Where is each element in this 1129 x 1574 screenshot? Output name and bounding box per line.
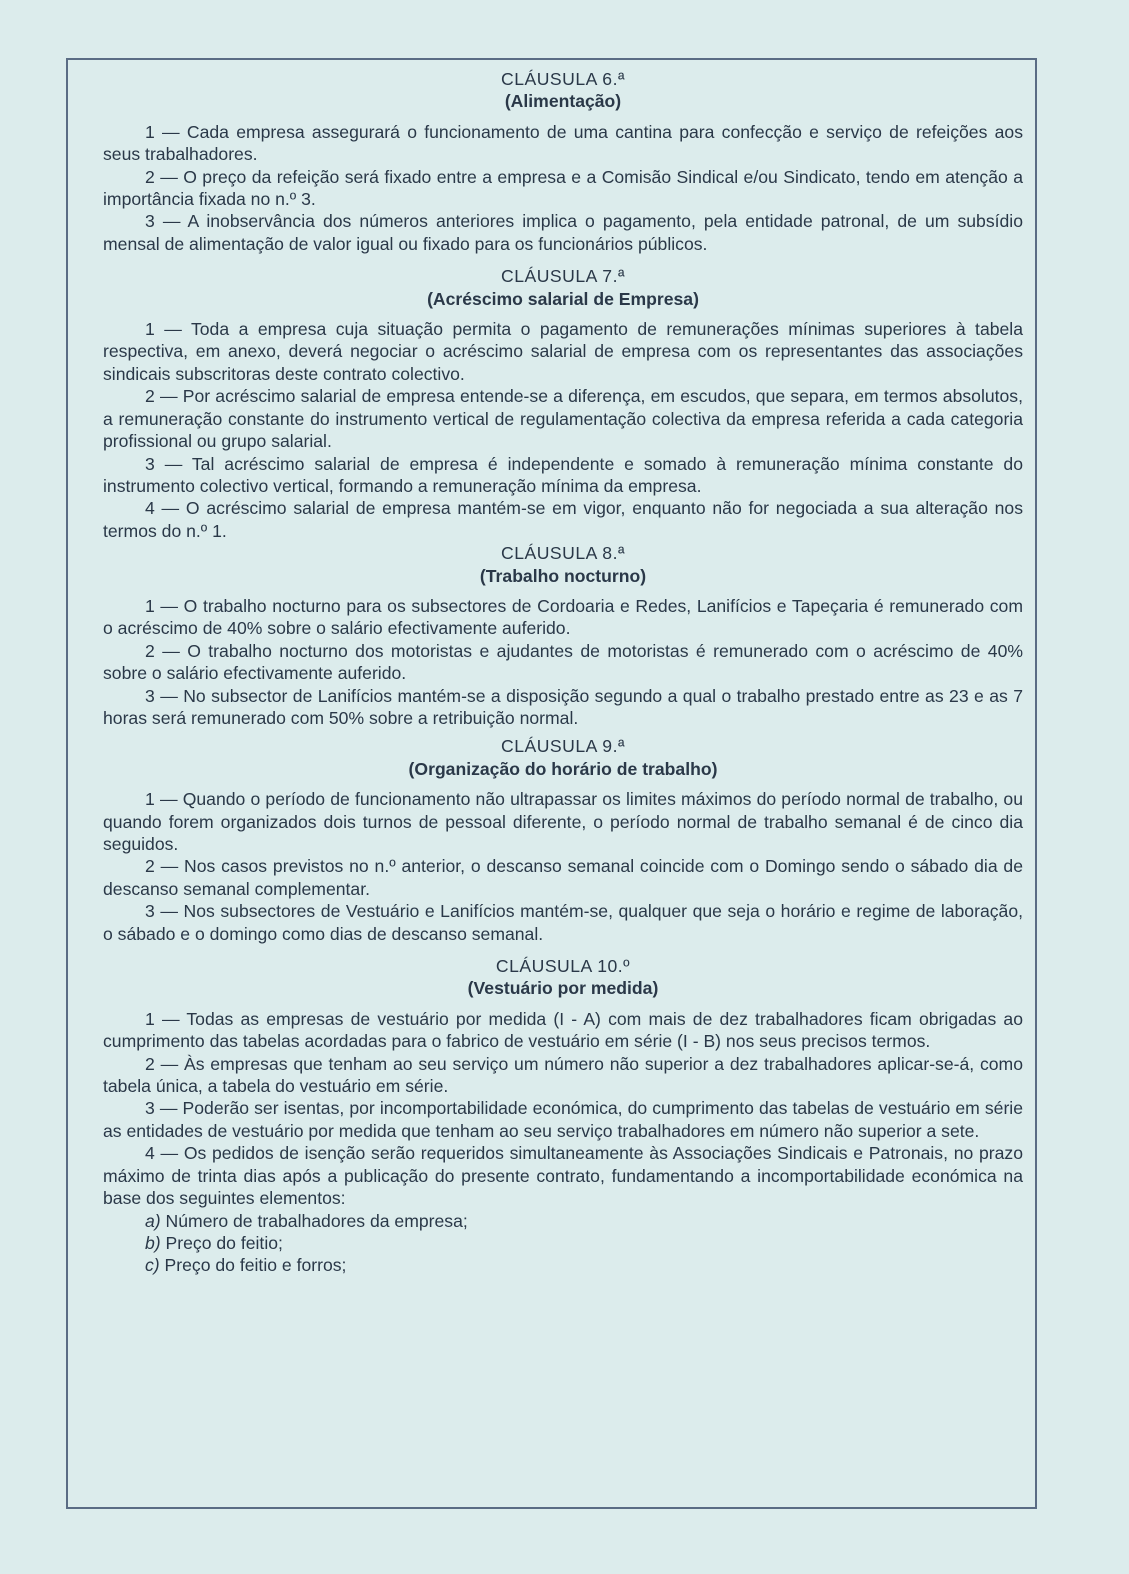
paragraph: 2 — O preço da refeição será fixado entre a empresa e a Comisão Sindical e/ou Sindicato, tendo em atenção a importância fixada no n.º 3. [103, 166, 1023, 210]
clause-title: CLÁUSULA 6.ª [501, 69, 625, 89]
clause-subtitle: (Vestuário por medida) [467, 978, 659, 999]
paragraph: 1 — Todas as empresas de vestuário por medida (I - A) com mais de dez trabalhadores ficam obrigadas ao cumprimento das tabelas acordadas para o fabrico de vestuário em série (I - B) nos seus precisos termos. [103, 1008, 1023, 1052]
list-item-letter: c) [145, 1255, 160, 1276]
paragraph: 2 — O trabalho nocturno dos motoristas e ajudantes de motoristas é remunerado com o acréscimo de 40% sobre o salário efectivamente auferido. [103, 640, 1023, 684]
list-item-text: Preço do feitio; [165, 1232, 283, 1253]
clause-subtitle: (Trabalho nocturno) [479, 565, 647, 586]
clause-7 [103, 265, 1023, 542]
paragraph: 1 — O trabalho nocturno para os subsectores de Cordoaria e Redes, Lanifícios e Tapeçaria é remunerado com o acréscimo de 40% sobre o salário efectivamente auferido. [103, 595, 1023, 639]
paragraph: 3 — Poderão ser isentas, por incomportabilidade económica, do cumprimento das tabelas de vestuário em série as entidades de vestuário por medida que tenham ao seu serviço trabalhadores em número não superior a sete. [103, 1098, 1023, 1141]
list-item [103, 1254, 1023, 1276]
clause-subtitle: (Alimentação) [504, 91, 622, 112]
paragraph: 4 — O acréscimo salarial de empresa mantém-se em vigor, enquanto não for negociada a sua alteração nos termos do n.º 1. [103, 498, 1023, 541]
clause-8 [103, 542, 1023, 729]
paragraph: 2 — Nos casos previstos no n.º anterior, o descanso semanal coincide com o Domingo sendo o sábado dia de descanso semanal complementar. [103, 856, 1023, 899]
document-body [103, 68, 1023, 1277]
clause-subtitle: (Acréscimo salarial de Empresa) [427, 288, 699, 309]
paragraph: 4 — Os pedidos de isenção serão requeridos simultaneamente às Associações Sindicais e Patronais, no prazo máximo de trinta dias após a publicação do presente contrato, fundamentando a incomportabilidade económica na base dos seguintes elementos: [103, 1143, 1023, 1209]
clause-title: CLÁUSULA 7.ª [501, 266, 625, 287]
clause-title: CLÁUSULA 8.ª [501, 543, 625, 564]
list-item-letter: b) [145, 1232, 161, 1253]
clause-title: CLÁUSULA 9.ª [501, 736, 625, 757]
paragraph: 1 — Toda a empresa cuja situação permita o pagamento de remunerações mínimas superiores à tabela respectiva, em anexo, deverá negociar o acréscimo salarial de empresa com os representantes das associações sindicais subscritoras deste contrato colectivo. [103, 319, 1023, 384]
paragraph: 3 — A inobservância dos números anteriores implica o pagamento, pela entidade patronal, de um subsídio mensal de alimentação de valor igual ou fixado para os funcionários públicos. [103, 211, 1023, 254]
paragraph: 1 — Quando o período de funcionamento não ultrapassar os limites máximos do período normal de trabalho, ou quando forem organizados dois turnos de pessoal diferente, o período normal de trabalho semanal é de cinco dia seguidos. [103, 789, 1023, 854]
paragraph: 1 — Cada empresa assegurará o funcionamento de uma cantina para confecção e serviço de refeições aos seus trabalhadores. [103, 121, 1023, 165]
paragraph: 3 — No subsector de Lanifícios mantém-se a disposição segundo a qual o trabalho prestado entre as 23 e as 7 horas será remunerado com 50% sobre a retribuição normal. [103, 685, 1023, 728]
paragraph: 2 — Por acréscimo salarial de empresa entende-se a diferença, em escudos, que separa, em termos absolutos, a remuneração constante do instrumento vertical de regulamentação colectiva da empresa referida a cada categoria profissional ou grupo salarial. [103, 386, 1023, 452]
clause-title: CLÁUSULA 10.º [495, 956, 631, 977]
list-item-letter: a) [145, 1210, 161, 1231]
list-item [103, 1210, 1023, 1232]
paragraph: 2 — Às empresas que tenham ao seu serviço um número não superior a dez trabalhadores aplicar-se-á, como tabela única, a tabela do vestuário em série. [103, 1053, 1023, 1097]
clause-10 [103, 955, 1023, 1277]
clause-subtitle: (Organização do horário de trabalho) [408, 758, 718, 779]
clause-6 [103, 68, 1023, 255]
list-item-text: Número de trabalhadores da empresa; [165, 1210, 468, 1231]
list-item [103, 1232, 1023, 1254]
paragraph: 3 — Nos subsectores de Vestuário e Lanifícios mantém-se, qualquer que seja o horário e regime de laboração, o sábado e o domingo como dias de descanso semanal. [103, 901, 1023, 944]
list-item-text: Preço do feitio e forros; [164, 1255, 347, 1276]
paragraph: 3 — Tal acréscimo salarial de empresa é independente e somado à remuneração mínima constante do instrumento colectivo vertical, formando a remuneração mínima da empresa. [103, 453, 1023, 496]
clause-9 [103, 735, 1023, 945]
